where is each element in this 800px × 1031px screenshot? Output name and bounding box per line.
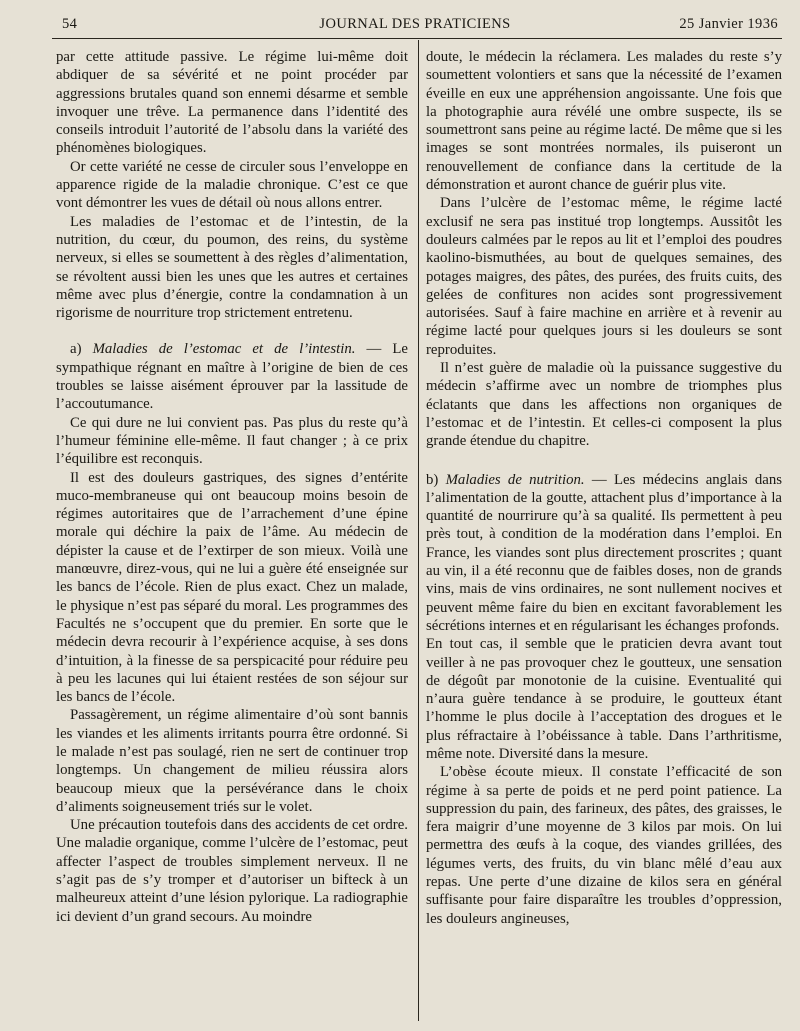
paragraph: Il est des douleurs gastriques, des signes d’entérite muco-membraneuse qui ont beaucoup moins besoin de régimes autoritaires que de l’arrachement d’une épine morale qui déchire la paix de l’âme. Au médecin de dépister la cause et de l’extirper de son mieux. Voilà une manœuvre, direz-vous, qui ne lui a guère été enseignée sur les bancs de l’école. Rien de plus exact. Chez un malade, le physique n’est pas séparé du moral. Les programmes des Facultés ne s’occupent que du premier. En sorte que le médecin devra recourir à l’expérience acquise, à ses dons d’intuition, à la finesse de sa perspicacité pour réduire peu à peu les lacunes qui lui étaient restées de son séjour sur les bancs de l’école. — [56, 469, 408, 706]
paragraph: Les maladies de l’estomac et de l’intestin, de la nutrition, du cœur, du poumon, des reins, du système nerveux, si elles se soumettent à des règles d’alimentation, se révoltent aussi bien les unes que les autres et certaines même avec plus d’énergie, contre la condamnation à un rigorisme de nourriture trop strictement entretenu. — [56, 213, 408, 322]
paragraph: Dans l’ulcère de l’estomac même, le régime lacté exclusif ne sera pas institué trop longtemps. Aussitôt les douleurs calmées par le repos au lit et l’emploi des poudres kaolino-bismuthées, au bout de quelques semaines, des potages maigres, des pâtes, des purées, des fruits cuits, des gelées de confitures non acides sont progressivement autorisées. Sauf à faire machine en arrière et à revenir au régime lacté pour quelques jours si les douleurs se sont reproduites. — [426, 195, 782, 358]
right-column — [426, 48, 782, 1028]
section-b-text: — Les médecins anglais dans l’alimentation de la goutte, attachent plus d’importance à la quantité de nourrirure qu’à sa qualité. Ils permettent à peu près tout, à condition de la modération dans l’emploi. En France, les viandes sont plus directement proscrites ; quant au vin, il a été reconnu que de faibles doses, non de grands vins, mais de vins ordinaires, ne sont nullement nocives et peuvent même faire du bien en excitant favorablement les sécrétions internes et en régularisant les échanges profonds. — [426, 471, 782, 634]
issue-date: 25 Janvier 1936 — [679, 16, 778, 32]
paragraph: par cette attitude passive. Le régime lui-même doit abdiquer de sa sévérité et ne point procéder par aggressions brutales quand son ennemi désarme et semble invoquer une trêve. La permanence dans l’identité des conseils introduit l’autorité de l’absolu dans la variété des phénomènes biologiques. — [56, 49, 408, 157]
section-a-text: — Le sympathique régnant en maître à l’origine de bien de ces troubles se laisse aisément éprouver par la lassitude de l’accoutumance. — [56, 341, 408, 413]
section-a-title: Maladies de l’estomac et de l’intestin. — [92, 341, 356, 358]
section-b-label: b) — [426, 471, 439, 488]
paragraph: Or cette variété ne cesse de circuler sous l’enveloppe en apparence rigide de la maladie chronique. C’est ce que vont démontrer les vues de détail où nous allons entrer. — [56, 158, 408, 212]
paragraph: doute, le médecin la réclamera. Les malades du reste s’y soumettent volontiers et sans que la nécessité de l’examen éveille en eux une appréhension angoissante. Une fois que la photographie aura révélé une ombre suspecte, ils se soumettront sans peine au régime lacté. De même que si les images se sont montrées normales, ils puiseront un renouvellement de confiance dans la certitude de la démonstration et auront chance de guérir plus vite. — [426, 49, 782, 194]
section-b-paragraph — [426, 471, 782, 636]
paragraph: Une précaution toutefois dans des accidents de cet ordre. Une maladie organique, comme l’ulcère de l’estomac, peut affecter l’aspect de troubles simplement nerveux. Il ne s’agit pas de s’y tromper et d’autoriser un bifteck à un malheureux atteint d’une lésion pylorique. La radiographie ici devient d’un grand secours. Au moindre — [56, 817, 408, 925]
paragraph: Passagèrement, un régime alimentaire d’où sont bannis les viandes et les aliments irritants pourra être ordonné. Si le malade n’est pas soulagé, rien ne sert de continuer trop longtemps. Un changement de milieu réussira alors beaucoup mieux que la persévérance dans le choix d’aliments soigneusement triés sur le volet. — [56, 707, 408, 815]
section-b-title: Maladies de nutrition. — [445, 471, 585, 488]
section-a-paragraph — [56, 340, 408, 413]
journal-title: JOURNAL DES PRATICIENS — [319, 16, 511, 32]
paragraph: Il n’est guère de maladie où la puissance suggestive du médecin s’affirme avec un nombre de triomphes plus éclatants que dans les affections non organiques de l’estomac et de l’intestin. Et celles-ci composent la plus grande étendue du chapitre. — [426, 360, 782, 450]
section-a-label: a) — [70, 341, 82, 358]
page-number: 54 — [62, 16, 78, 32]
column-divider — [418, 40, 419, 1021]
left-column — [56, 48, 408, 1028]
running-header — [52, 12, 778, 36]
header-rule — [52, 38, 782, 39]
paragraph: L’obèse écoute mieux. Il constate l’efficacité de son régime à sa perte de poids et ne perd point patience. La suppression du pain, des farineux, des pâtes, des graisses, le fera maigrir d’une moyenne de 3 kilos par mois. On lui permettra des œufs à la coque, des viandes grillées, des légumes verts, des fruits, du vin blanc mêlé d’eau aux repas. Une perte d’une dizaine de kilos sera en général suffisante pour faire disparaître les troubles d’oppression, les douleurs angineuses, — [426, 764, 782, 927]
paragraph: En tout cas, il semble que le praticien devra avant tout veiller à ne pas provoquer chez le goutteux, une sensation de dégoût par monotonie de la cuisine. Eventualité qui n’aura guère tendance à se produire, le goutteux étant l’homme le plus docile à l’acceptation des drogues et le plus réfractaire à l’obéissance à table. Dans l’arthritisme, même note. Diversité dans la mesure. — [426, 636, 782, 762]
paragraph: Ce qui dure ne lui convient pas. Pas plus du reste qu’à l’humeur féminine elle-même. Il faut changer ; à ce prix l’équilibre est reconquis. — [56, 414, 408, 468]
